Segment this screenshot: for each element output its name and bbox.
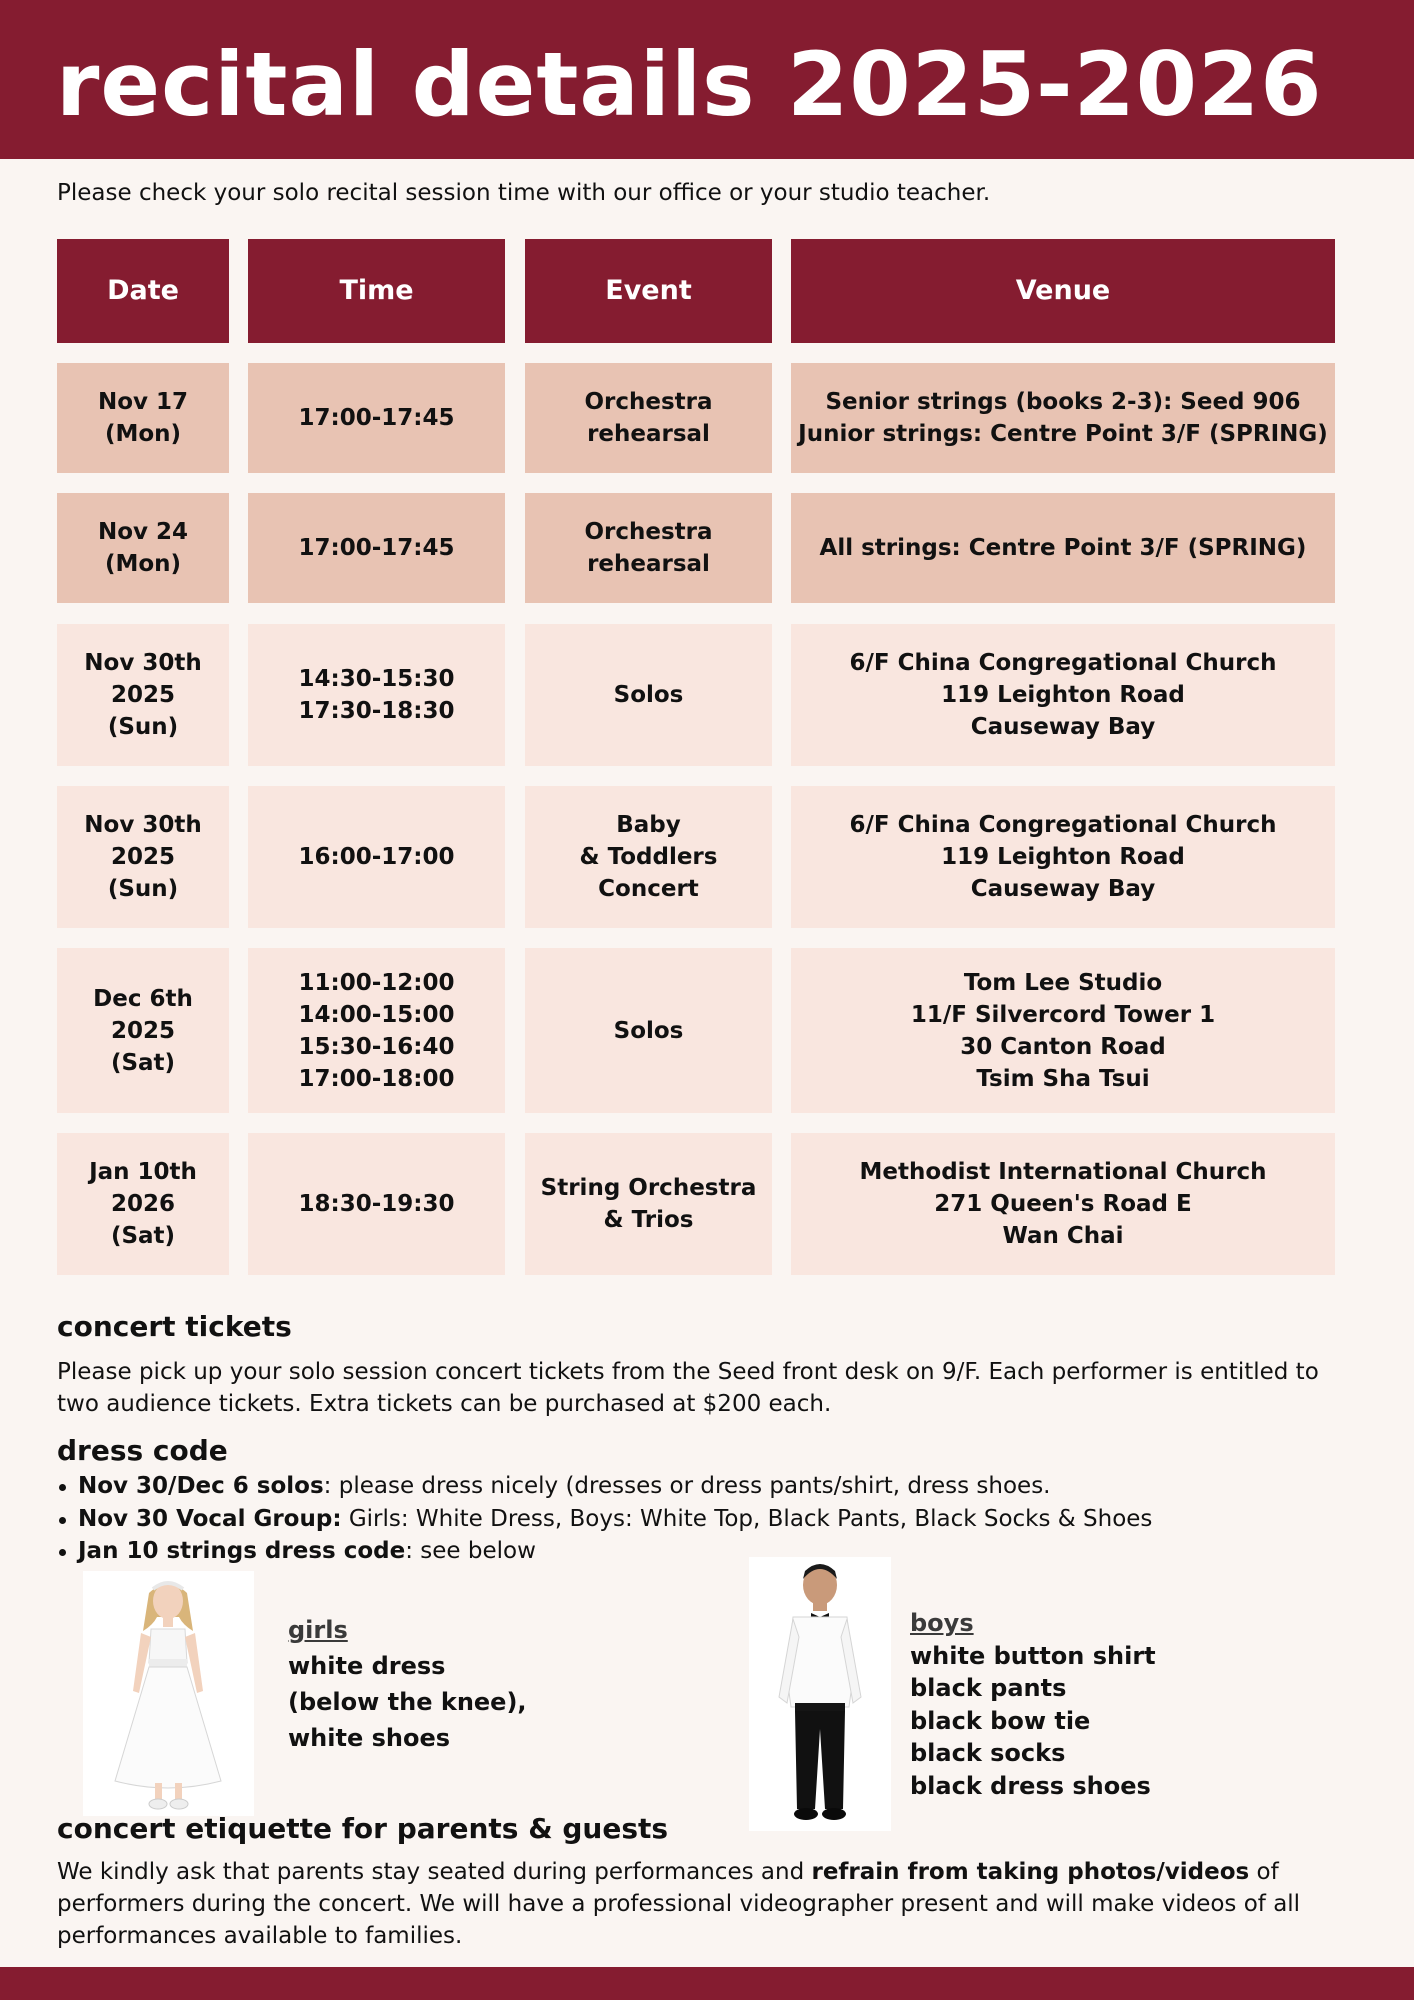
dress-code-list [57, 1470, 1152, 1568]
header-venue: Venue [791, 239, 1335, 343]
table-cell-event: Baby & Toddlers Concert [525, 786, 772, 928]
boys-line: black bow tie [910, 1706, 1091, 1735]
table-cell-time: 17:00-17:45 [248, 493, 505, 603]
page-title: recital details 2025-2026 [56, 33, 1323, 136]
table-cell-date: Nov 17 (Mon) [57, 363, 229, 473]
girls-dress-caption [288, 1612, 527, 1756]
dress-code-heading: dress code [57, 1434, 228, 1467]
girls-label: girls [288, 1616, 348, 1644]
boy-figure-icon [749, 1557, 891, 1831]
boys-line: black pants [910, 1674, 1067, 1702]
table-cell-date: Dec 6th 2025 (Sat) [57, 948, 229, 1113]
tickets-text: Please pick up your solo session concert tickets from the Seed front desk on 9/F. Each performer is entitled to two audience tickets. Extra tickets can be purchased at $200 each. [57, 1359, 1319, 1417]
etiquette-heading: concert etiquette for parents & guests [57, 1812, 669, 1845]
boys-dress-caption [910, 1607, 1156, 1802]
header-time: Time [248, 239, 505, 343]
table-cell-event: Orchestra rehearsal [525, 363, 772, 473]
girls-line: (below the knee), [288, 1688, 527, 1716]
girls-line: white shoes [288, 1724, 451, 1752]
table-cell-venue: Senior strings (books 2-3): Seed 906 Junior strings: Centre Point 3/F (SPRING) [791, 363, 1335, 473]
table-cell-time: 17:00-17:45 [248, 363, 505, 473]
footer-bar [0, 1967, 1414, 2000]
table-cell-date: Nov 24 (Mon) [57, 493, 229, 603]
girl-dress-photo [83, 1571, 254, 1816]
list-item: Nov 30/Dec 6 solos: please dress nicely (dresses or dress pants/shirt, dress shoes. [57, 1470, 1152, 1503]
header-event: Event [525, 239, 772, 343]
table-cell-time: 16:00-17:00 [248, 786, 505, 928]
table-cell-event: Orchestra rehearsal [525, 493, 772, 603]
list-item: Nov 30 Vocal Group: Girls: White Dress, Boys: White Top, Black Pants, Black Socks & Shoes [57, 1503, 1152, 1536]
boys-label: boys [910, 1609, 974, 1637]
boys-line: black dress shoes [910, 1771, 1151, 1800]
list-item: Jan 10 strings dress code: see below [57, 1535, 1152, 1568]
table-cell-venue: 6/F China Congregational Church 119 Leighton Road Causeway Bay [791, 786, 1335, 928]
table-cell-event: Solos [525, 624, 772, 766]
title-banner [0, 0, 1414, 159]
table-cell-venue: Methodist International Church 271 Queen's Road E Wan Chai [791, 1133, 1335, 1275]
table-cell-venue: All strings: Centre Point 3/F (SPRING) [791, 493, 1335, 603]
table-cell-event: String Orchestra & Trios [525, 1133, 772, 1275]
table-cell-time: 11:00-12:00 14:00-15:00 15:30-16:40 17:00-18:00 [248, 948, 505, 1113]
boys-line: white button shirt [910, 1641, 1156, 1670]
table-cell-time: 18:30-19:30 [248, 1133, 505, 1275]
etiquette-text: We kindly ask that parents stay seated during performances and refrain from taking photos/videos of performers during the concert. We will have a professional videographer present and will make videos of all performances available to families. [57, 1859, 1301, 1949]
header-date: Date [57, 239, 229, 343]
table-cell-date: Jan 10th 2026 (Sat) [57, 1133, 229, 1275]
girls-line: white dress [288, 1652, 446, 1680]
table-cell-event: Solos [525, 948, 772, 1113]
table-cell-date: Nov 30th 2025 (Sun) [57, 786, 229, 928]
table-cell-date: Nov 30th 2025 (Sun) [57, 624, 229, 766]
table-cell-venue: Tom Lee Studio 11/F Silvercord Tower 1 30 Canton Road Tsim Sha Tsui [791, 948, 1335, 1113]
girl-figure-icon [83, 1571, 254, 1816]
table-cell-time: 14:30-15:30 17:30-18:30 [248, 624, 505, 766]
boys-line: black socks [910, 1739, 1066, 1767]
boy-outfit-photo [749, 1557, 891, 1831]
intro-text: Please check your solo recital session time with our office or your studio teacher. [57, 180, 991, 206]
tickets-heading: concert tickets [57, 1310, 292, 1343]
table-cell-venue: 6/F China Congregational Church 119 Leighton Road Causeway Bay [791, 624, 1335, 766]
